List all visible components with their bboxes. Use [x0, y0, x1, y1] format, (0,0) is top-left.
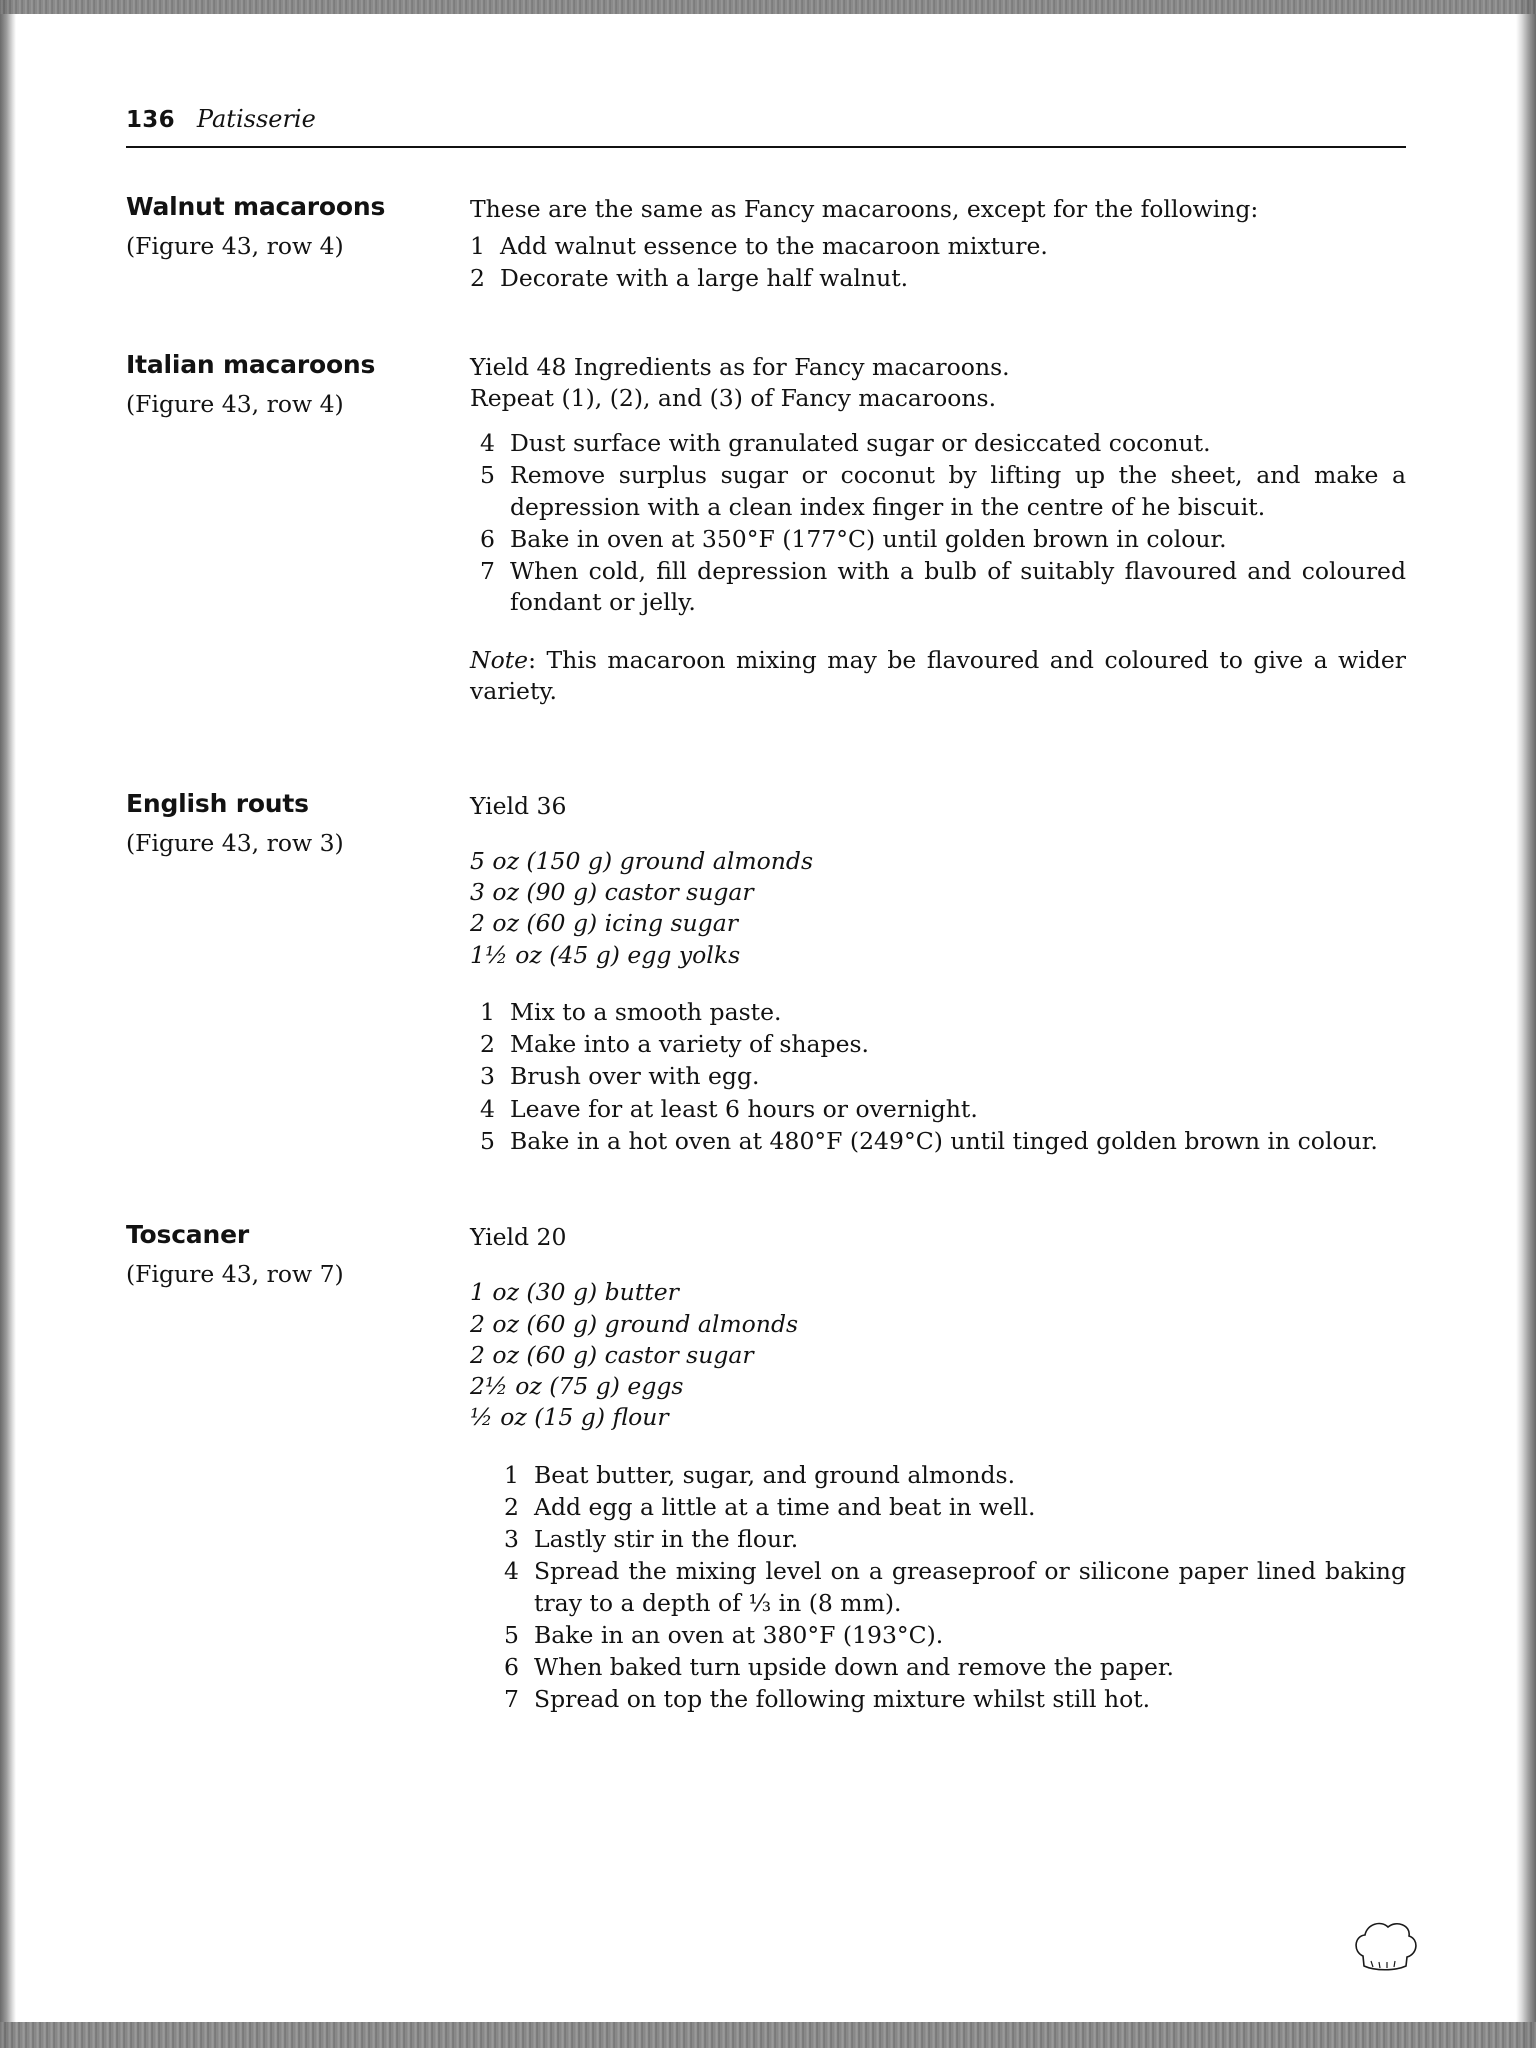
note-label: Note — [470, 645, 529, 674]
step-text: Leave for at least 6 hours or overnight. — [510, 1094, 978, 1123]
recipe-heading-block — [126, 192, 470, 261]
step-text: Bake in oven at 350°F (177°C) until golden brown in colour. — [510, 524, 1227, 553]
step-number: 4 — [480, 1094, 495, 1123]
recipe-body — [470, 192, 1406, 296]
ingredient-item: 1½ oz (45 g) egg yolks — [470, 940, 741, 969]
recipe-title: Italian macaroons — [126, 349, 376, 379]
recipe-body — [470, 1220, 1406, 1717]
ingredient-item: ½ oz (15 g) flour — [470, 1403, 669, 1432]
running-title: Patisserie — [196, 105, 316, 133]
step-text: Decorate with a large half walnut. — [500, 264, 909, 293]
step-item — [480, 524, 1406, 555]
running-head — [126, 104, 1406, 146]
step-item — [504, 1652, 1406, 1683]
scan-edge-top — [0, 0, 1536, 14]
step-number: 7 — [504, 1685, 519, 1714]
step-text: When cold, fill depression with a bulb of suitably flavoured and coloured fondant or jelly. — [510, 557, 1406, 617]
step-number: 7 — [480, 557, 495, 586]
scan-edge-bottom — [0, 2022, 1536, 2048]
recipe-figure-reference: (Figure 43, row 3) — [126, 828, 344, 857]
step-item — [480, 428, 1406, 459]
step-number: 4 — [480, 429, 495, 458]
step-item — [480, 1094, 1406, 1125]
step-number: 1 — [480, 997, 495, 1026]
recipe-heading-block — [126, 1220, 470, 1289]
step-text: Spread the mixing level on a greaseproof or silicone paper lined baking tray to a depth of ⅓ in (8 mm). — [534, 1557, 1406, 1617]
header-rule — [126, 146, 1406, 148]
recipe-heading-block — [126, 350, 470, 419]
step-text: Remove surplus sugar or coconut by lifting up the sheet, and make a depression with a clean index finger in the centre of he biscuit. — [510, 461, 1406, 521]
step-number: 6 — [480, 524, 495, 553]
ingredient-item: 2½ oz (75 g) eggs — [470, 1372, 684, 1401]
step-number: 5 — [504, 1620, 519, 1649]
ingredient-item: 5 oz (150 g) ground almonds — [470, 846, 813, 875]
step-text: Lastly stir in the flour. — [534, 1525, 799, 1554]
step-item — [480, 997, 1406, 1028]
step-number: 6 — [504, 1653, 519, 1682]
step-item — [470, 231, 1406, 262]
recipe-entry-walnut-macaroons — [126, 192, 1406, 296]
recipe-yield-line: Yield 48 Ingredients as for Fancy macaroons. — [470, 352, 1010, 381]
step-item — [470, 263, 1406, 294]
step-text: Spread on top the following mixture whilst still hot. — [534, 1685, 1151, 1714]
recipe-yield: Yield 20 — [470, 1223, 567, 1252]
step-item — [480, 1126, 1406, 1157]
step-text: Make into a variety of shapes. — [510, 1030, 870, 1059]
step-text: Brush over with egg. — [510, 1062, 760, 1091]
step-item — [504, 1556, 1406, 1619]
step-number: 1 — [504, 1460, 519, 1489]
step-number: 2 — [504, 1492, 519, 1521]
recipe-intro: These are the same as Fancy macaroons, except for the following: — [470, 194, 1259, 223]
scan-edge-left — [0, 0, 16, 2048]
step-item — [480, 1061, 1406, 1092]
ingredient-item: 3 oz (90 g) castor sugar — [470, 878, 754, 907]
recipe-figure-reference: (Figure 43, row 4) — [126, 231, 344, 260]
recipe-yield: Yield 36 — [470, 791, 567, 820]
recipe-steps — [480, 428, 1406, 619]
recipe-steps — [480, 997, 1406, 1157]
step-item — [504, 1620, 1406, 1651]
step-number: 2 — [470, 264, 485, 293]
ingredient-item: 1 oz (30 g) butter — [470, 1278, 679, 1307]
recipe-body — [470, 350, 1406, 731]
ingredient-list — [470, 846, 1406, 971]
step-number: 5 — [480, 1126, 495, 1155]
step-item — [504, 1460, 1406, 1491]
recipe-figure-reference: (Figure 43, row 4) — [126, 389, 344, 418]
step-text: Mix to a smooth paste. — [510, 997, 782, 1026]
recipe-heading-block — [126, 789, 470, 858]
ingredient-item: 2 oz (60 g) ground almonds — [470, 1309, 799, 1338]
step-item — [504, 1684, 1406, 1715]
step-text: Beat butter, sugar, and ground almonds. — [534, 1460, 1016, 1489]
step-text: Add walnut essence to the macaroon mixture. — [500, 232, 1048, 261]
note-text: : This macaroon mixing may be flavoured and coloured to give a wider variety. — [470, 645, 1406, 705]
recipe-repeat-line: Repeat (1), (2), and (3) of Fancy macaroons. — [470, 383, 997, 412]
step-text: When baked turn upside down and remove the paper. — [534, 1653, 1174, 1682]
step-item — [504, 1492, 1406, 1523]
recipe-title: English routs — [126, 788, 309, 818]
step-item — [480, 460, 1406, 523]
ingredient-item: 2 oz (60 g) icing sugar — [470, 909, 738, 938]
ingredient-list — [470, 1277, 1406, 1433]
recipe-entry-toscaner — [126, 1220, 1406, 1717]
recipe-figure-reference: (Figure 43, row 7) — [126, 1260, 344, 1289]
page-number: 136 — [126, 107, 175, 133]
recipe-entry-english-routs — [126, 789, 1406, 1159]
recipe-steps — [470, 231, 1406, 295]
step-text: Dust surface with granulated sugar or desiccated coconut. — [510, 429, 1211, 458]
step-item — [504, 1524, 1406, 1555]
step-number: 1 — [470, 232, 485, 261]
recipe-body — [470, 789, 1406, 1159]
step-item — [480, 556, 1406, 619]
step-number: 5 — [480, 461, 495, 490]
scan-edge-right — [1516, 0, 1536, 2048]
step-text: Add egg a little at a time and beat in well. — [534, 1492, 1036, 1521]
recipe-title: Toscaner — [126, 1220, 249, 1250]
recipe-steps — [504, 1460, 1406, 1716]
step-number: 3 — [504, 1525, 519, 1554]
recipe-note — [470, 645, 1406, 708]
page-content — [126, 104, 1406, 1717]
step-text: Bake in a hot oven at 480°F (249°C) until tinged golden brown in colour. — [510, 1126, 1378, 1155]
recipe-title: Walnut macaroons — [126, 191, 386, 221]
chef-hat-icon — [1351, 1916, 1421, 1974]
step-number: 3 — [480, 1062, 495, 1091]
step-text: Bake in an oven at 380°F (193°C). — [534, 1620, 944, 1649]
step-item — [480, 1029, 1406, 1060]
book-page — [16, 14, 1516, 2022]
step-number: 4 — [504, 1557, 519, 1586]
step-number: 2 — [480, 1030, 495, 1059]
ingredient-item: 2 oz (60 g) castor sugar — [470, 1340, 754, 1369]
recipe-entry-italian-macaroons — [126, 350, 1406, 731]
